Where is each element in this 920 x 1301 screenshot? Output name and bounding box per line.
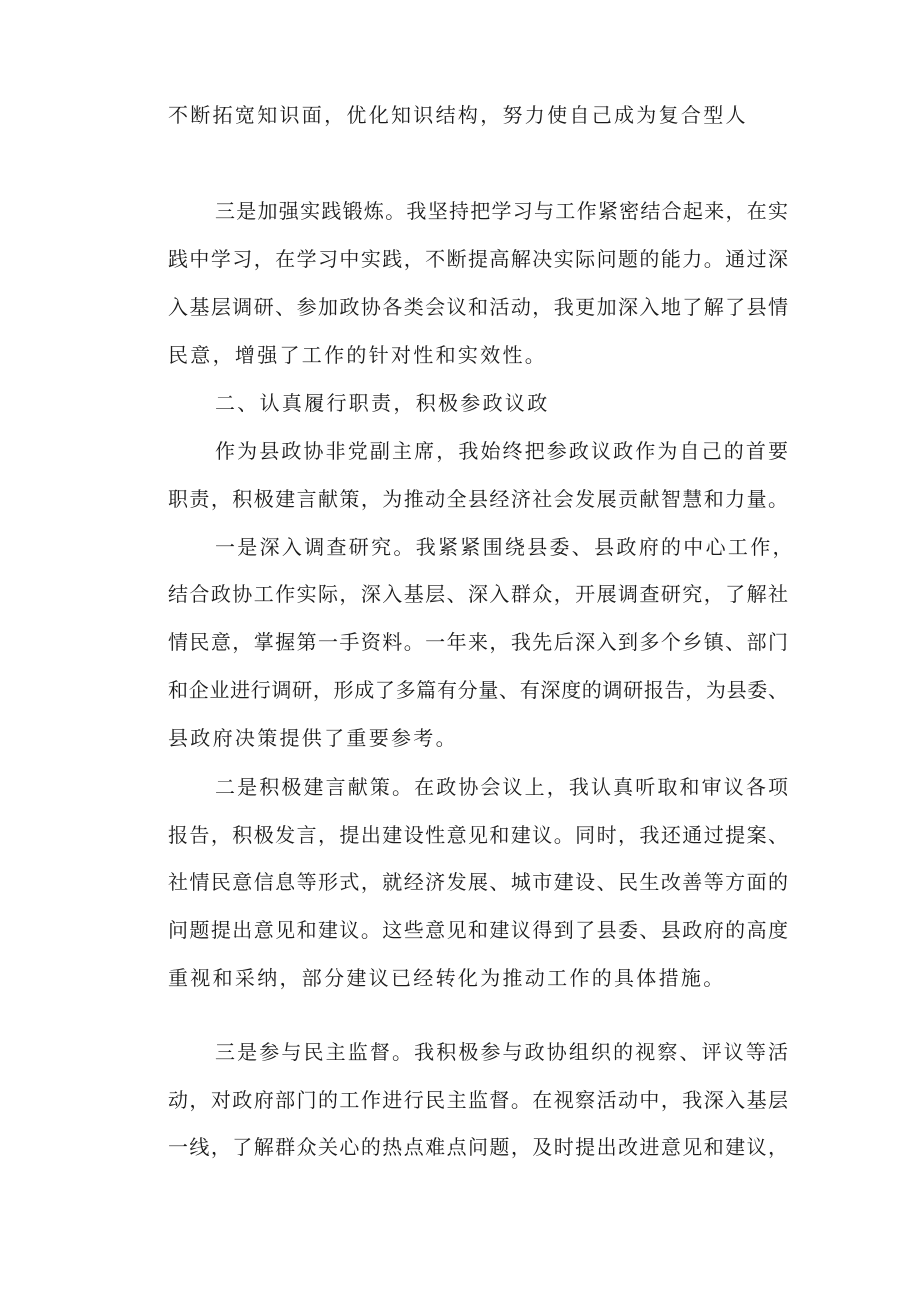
paragraph-first-line: 三是参与民主监督。我积极参与政协组织的视察、评议等活: [215, 1040, 788, 1064]
text-line: 和企业进行调研，形成了多篇有分量、有深度的调研报告，为县委、: [168, 678, 788, 702]
text-line: 民意，增强了工作的针对性和实效性。: [168, 343, 548, 367]
text-line: 报告，积极发言，提出建设性意见和建议。同时，我还通过提案、: [168, 823, 788, 847]
text-line: 动，对政府部门的工作进行民主监督。在视察活动中，我深入基层: [168, 1088, 788, 1112]
text-line: 社情民意信息等形式，就经济发展、城市建设、民生改善等方面的: [168, 870, 788, 894]
text-line: 情民意，掌握第一手资料。一年来，我先后深入到多个乡镇、部门: [168, 630, 788, 654]
paragraph-first-line: 作为县政协非党副主席，我始终把参政议政作为自己的首要: [215, 439, 788, 463]
section-heading: 二、认真履行职责，积极参政议政: [215, 391, 550, 415]
text-line: 一线，了解群众关心的热点难点问题，及时提出改进意见和建议，: [168, 1135, 788, 1159]
text-line: 践中学习，在学习中实践，不断提高解决实际问题的能力。通过深: [168, 247, 788, 271]
text-line: 县政府决策提供了重要参考。: [168, 726, 458, 750]
text-line: 职责，积极建言献策，为推动全县经济社会发展贡献智慧和力量。: [168, 487, 788, 511]
paragraph-first-line: 二是积极建言献策。在政协会议上，我认真听取和审议各项: [215, 775, 788, 799]
text-line: 不断拓宽知识面，优化知识结构，努力使自己成为复合型人: [168, 103, 748, 127]
text-line: 入基层调研、参加政协各类会议和活动，我更加深入地了解了县情: [168, 295, 788, 319]
paragraph-first-line: 三是加强实践锻炼。我坚持把学习与工作紧密结合起来，在实: [215, 199, 788, 223]
text-line: 问题提出意见和建议。这些意见和建议得到了县委、县政府的高度: [168, 918, 788, 942]
paragraph-first-line: 一是深入调查研究。我紧紧围绕县委、县政府的中心工作，: [215, 535, 795, 559]
text-line: 结合政协工作实际，深入基层、深入群众，开展调查研究，了解社: [168, 582, 788, 606]
text-line: 重视和采纳，部分建议已经转化为推动工作的具体措施。: [168, 966, 726, 990]
